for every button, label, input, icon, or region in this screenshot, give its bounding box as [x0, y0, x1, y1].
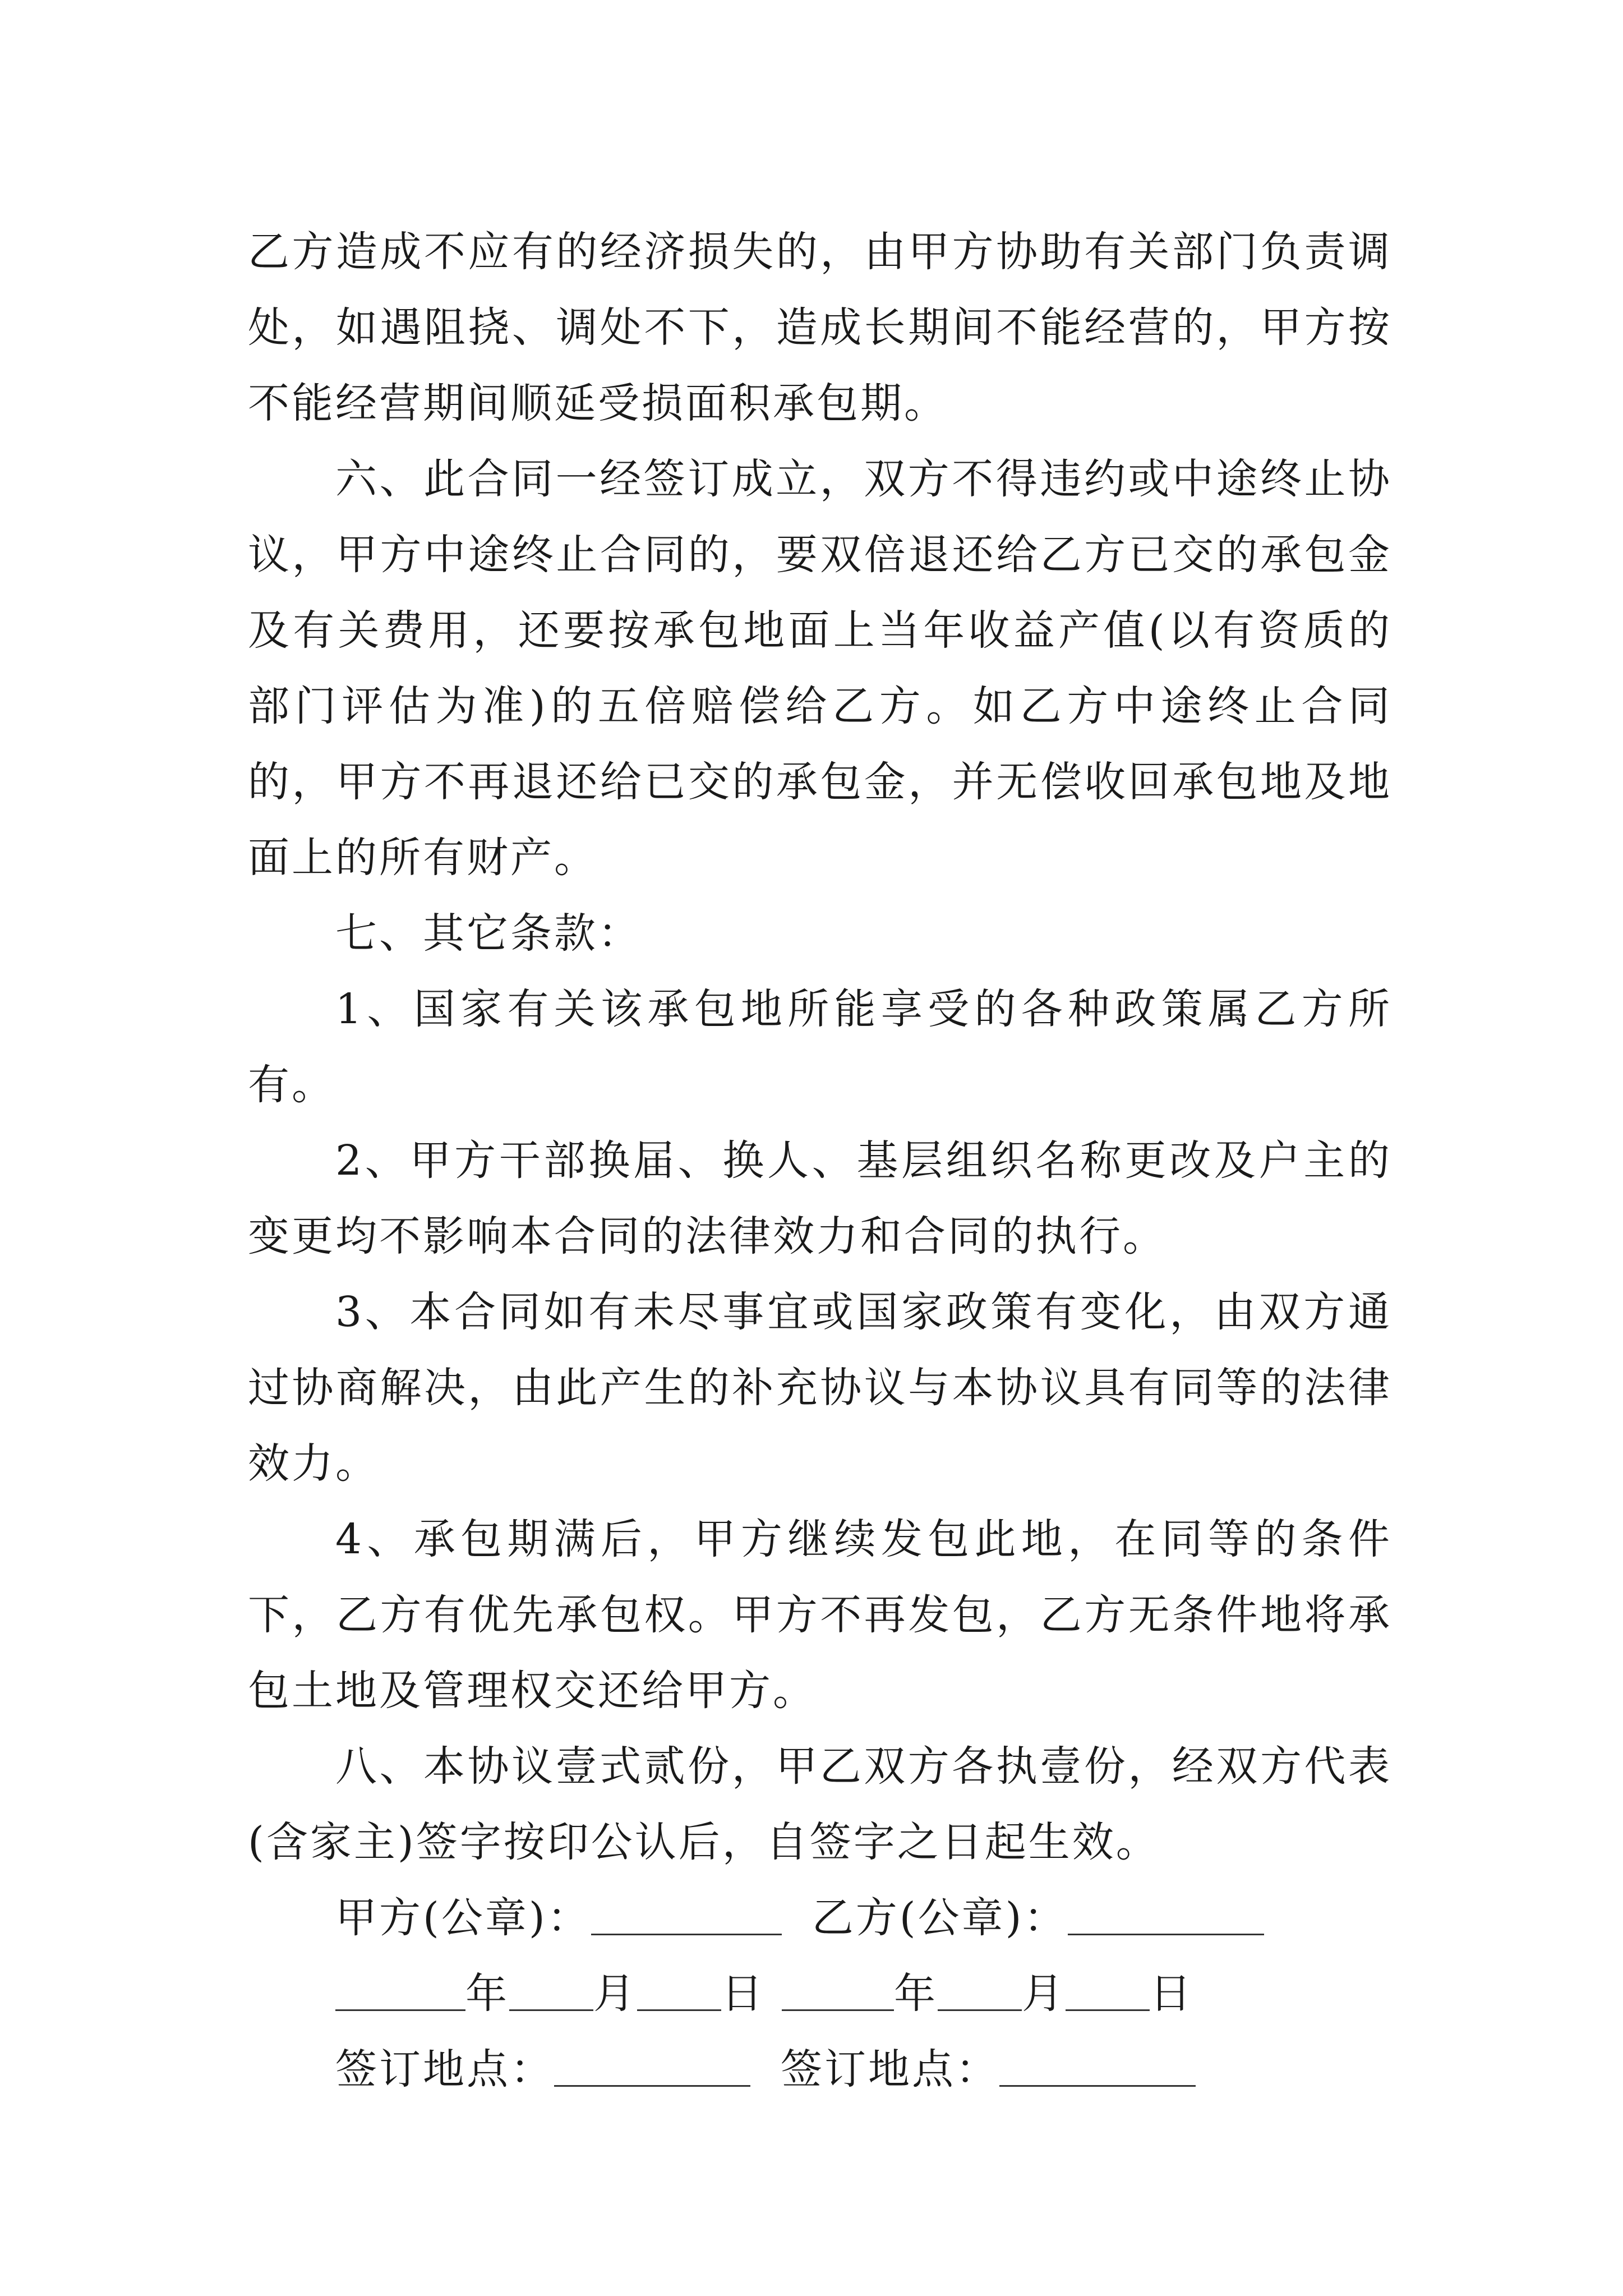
party-a-place-label: 签订地点： [335, 2045, 554, 2093]
paragraph-clause-7-heading: 七、其它条款： [335, 909, 642, 958]
party-a-day-blank [637, 1968, 721, 2011]
party-b-place-blank [999, 2044, 1196, 2087]
party-a-month-label: 月 [593, 1970, 637, 2018]
paragraph-continuation: 乙方造成不应有的经济损失的，由甲方协助有关部门负责调处，如遇阻挠、调处不下，造成长期间不能经营的，甲方按不能经营期间顺延受损面积承包期。 [248, 228, 1392, 427]
signature-date-row [248, 1956, 1392, 2032]
party-b-day-blank [1066, 1968, 1150, 2011]
party-a-label: 甲方(公章)： [335, 1894, 591, 1942]
paragraph-clause-7-item-4: 4、承包期满后，甲方继续发包此地，在同等的条件下，乙方有优先承包权。甲方不再发包，乙方无条件地将承包土地及管理权交还给甲方。 [248, 1515, 1392, 1715]
paragraph-clause-7-item-3: 3、本合同如有未尽事宜或国家政策有变化，由双方通过协商解决，由此产生的补充协议与本协议具有同等的法律效力。 [248, 1288, 1392, 1488]
party-b-year-label: 年 [894, 1970, 938, 2018]
party-b-year-blank [782, 1968, 894, 2011]
paragraph-clause-6: 六、此合同一经签订成立，双方不得违约或中途终止协议，甲方中途终止合同的，要双倍退还给乙方已交的承包金及有关费用，还要按承包地面上当年收益产值(以有资质的部门评估为准)的五倍赔偿给乙方。如乙方中途终止合同的，甲方不再退还给已交的承包金，并无偿收回承包地及地面上的所有财产。 [248, 455, 1392, 882]
party-b-month-blank [938, 1968, 1022, 2011]
party-b-month-label: 月 [1022, 1970, 1066, 2018]
paragraph-clause-7-item-1: 1、国家有关该承包地所能享受的各种政策属乙方所有。 [248, 985, 1392, 1109]
party-a-day-label: 日 [721, 1970, 765, 2018]
party-b-day-label: 日 [1150, 1970, 1193, 2018]
party-a-month-blank [509, 1968, 593, 2011]
contract-body [248, 214, 1392, 2108]
party-b-blank [1068, 1892, 1264, 1935]
party-b-label: 乙方(公章)： [811, 1894, 1068, 1942]
party-a-year-blank [335, 1968, 465, 2011]
party-b-place-label: 签订地点： [781, 2045, 999, 2093]
paragraph-clause-7-item-2: 2、甲方干部换届、换人、基层组织名称更改及户主的变更均不影响本合同的法律效力和合同的执行。 [248, 1137, 1392, 1260]
signature-parties-row [248, 1880, 1392, 1956]
party-a-place-blank [554, 2044, 750, 2087]
party-a-year-label: 年 [465, 1970, 509, 2018]
party-a-blank [591, 1892, 782, 1935]
paragraph-clause-8: 八、本协议壹式贰份，甲乙双方各执壹份，经双方代表(含家主)签字按印公认后，自签字之日起生效。 [248, 1742, 1392, 1866]
signature-place-row [248, 2032, 1392, 2108]
